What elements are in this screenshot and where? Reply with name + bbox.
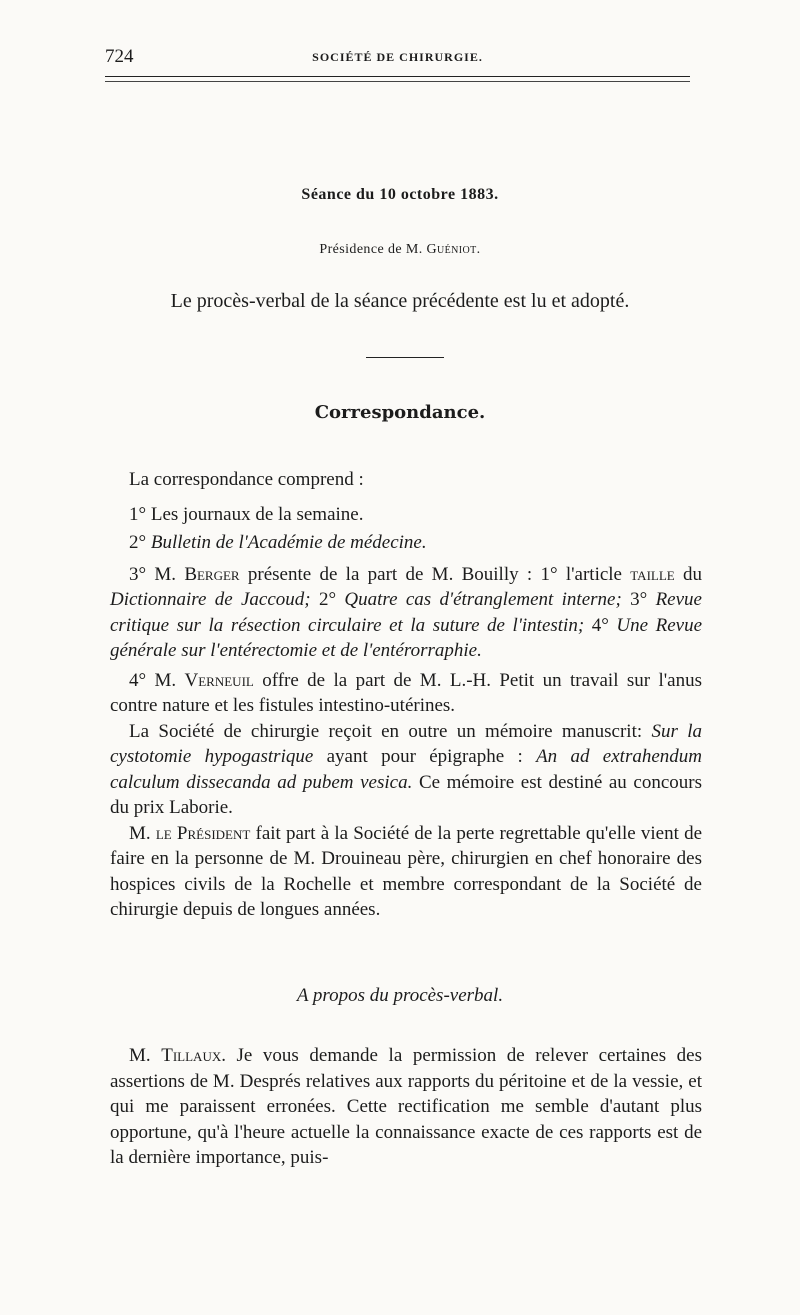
item-3-title-3: Revue critique sur la résection circulaire et la suture de l'intestin;: [110, 589, 702, 636]
tillaux-name: Tillaux: [161, 1045, 222, 1066]
section-separator: [366, 357, 444, 358]
running-title: SOCIÉTÉ DE CHIRURGIE.: [312, 50, 483, 64]
president-title: Président: [176, 822, 251, 844]
item-3-text-2: du: [674, 563, 703, 585]
tillaux-paragraph: [110, 1043, 702, 1171]
page-number: 724: [105, 46, 134, 67]
correspondance-intro: La correspondance comprend :: [129, 469, 364, 490]
item-1: 1° Les journaux de la semaine.: [129, 503, 364, 525]
item-4-name: Verneuil: [184, 669, 254, 691]
running-header: [105, 46, 690, 70]
item-2: [110, 530, 702, 556]
item-3-number: 3° M.: [129, 563, 177, 585]
memoire-text-2: ayant pour épigraphe :: [313, 746, 537, 767]
proces-verbal-line: Le procès-verbal de la séance précédente est lu et adopté.: [170, 290, 630, 312]
presidence-suffix: .: [476, 242, 481, 257]
president-text: fait part à la Société de la perte regrettable qu'elle vient de faire en la personne de M. Drouineau père, chirurgien en chef honoraire des hospices civils de la Rochelle et membre correspondant de la Société de chirurgie depuis de longues années.: [110, 822, 703, 920]
apropos-title: A propos du procès-verbal.: [296, 985, 504, 1006]
item-3-text-1: présente de la part de M. Bouilly : 1° l'article: [239, 563, 622, 585]
presidence-prefix: Présidence de M.: [319, 242, 423, 257]
session-title: Séance du 10 octobre 1883.: [301, 186, 499, 203]
presidence-name: Guéniot: [426, 242, 477, 257]
tillaux-text: . Je vous demande la permission de relever certaines des assertions de M. Després relatives aux rapports du péritoine et de la vessie, et qui me paraissent erronées. Cette rectification me semble d'autant plus opportune, qu'à l'heure actuelle la connaissance exacte de ces rapports est de la dernière importance, puis-: [110, 1045, 703, 1168]
president-le: le: [155, 822, 172, 844]
tillaux-m: M.: [129, 1045, 151, 1066]
item-4-number: 4° M.: [129, 669, 177, 691]
header-rule: [105, 76, 690, 77]
item-3-text-5: 4°: [584, 614, 617, 636]
apropos-body: [110, 1043, 702, 1171]
item-3-text-4: 3°: [621, 589, 656, 610]
memoire-paragraph: [110, 719, 702, 821]
correspondance-body: [110, 467, 702, 923]
president-paragraph: [110, 821, 702, 923]
item-4-text: offre de la part de M. L.-H. Petit un travail sur l'anus contre nature et les fistules intestino-utérines.: [110, 669, 703, 716]
memoire-text-1: La Société de chirurgie reçoit en outre un mémoire manuscrit:: [129, 720, 652, 742]
memoire-title: Sur la cystotomie hypogastrique: [110, 720, 702, 767]
item-3-text-3: 2°: [310, 589, 345, 610]
item-2-number: 2°: [129, 532, 147, 553]
header-rule-thin: [105, 81, 690, 82]
item-3-name: Berger: [184, 563, 240, 585]
item-3-title-2: Quatre cas d'étranglement interne;: [344, 589, 622, 610]
memoire-text-3: Ce mémoire est destiné au concours du prix Laborie.: [110, 771, 702, 818]
item-2-title: Bulletin de l'Académie de médecine.: [150, 532, 427, 553]
item-3: [110, 562, 702, 664]
memoire-epigraph: An ad extrahendum calculum dissecanda ad pubem vesica.: [110, 746, 703, 793]
presidence-line: [0, 242, 800, 258]
item-4: [110, 668, 702, 719]
item-3-taille: taille: [630, 563, 675, 585]
correspondance-title: Correspondance.: [314, 402, 486, 423]
item-3-title-4: Une Revue générale sur l'entérectomie et de l'entérorraphie.: [110, 614, 703, 661]
item-3-title-1: Dictionnaire de Jaccoud;: [110, 589, 311, 610]
president-m: M.: [129, 822, 151, 844]
